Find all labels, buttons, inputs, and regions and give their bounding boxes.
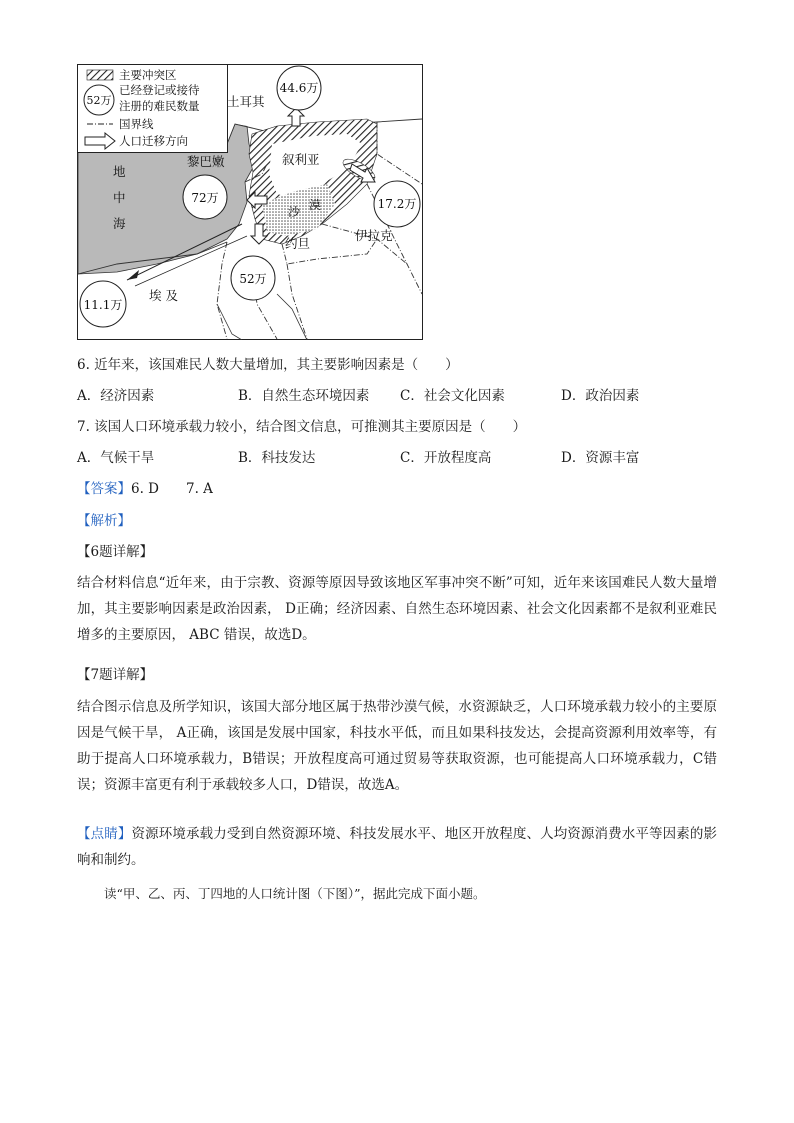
label-sea-3: 海 <box>113 216 126 231</box>
tip-paragraph <box>77 821 717 873</box>
label-lebanon: 黎巴嫩 <box>187 154 225 169</box>
refugee-map <box>77 64 423 340</box>
bubble-jordan <box>231 256 275 300</box>
answer-line <box>77 480 717 498</box>
q7-stem: 7. 该国人口环境承载力较小，结合图文信息，可推测其主要原因是（ ） <box>77 419 527 435</box>
label-iraq: 伊拉克 <box>355 228 393 243</box>
label-sea-1: 地 <box>113 164 126 179</box>
svg-text:注册的难民数量: 注册的难民数量 <box>119 99 200 113</box>
label-jordan: 约旦 <box>285 236 311 251</box>
q6-option-d[interactable]: D．政治因素 <box>561 388 640 404</box>
bubble-egypt <box>80 281 126 327</box>
tip-label: 【点睛】 <box>77 826 132 842</box>
label-desert-2: 漠 <box>309 198 322 212</box>
svg-text:17.2万: 17.2万 <box>377 197 417 211</box>
detail7-label: 【7题详解】 <box>77 667 154 683</box>
label-sea-2: 中 <box>113 190 126 205</box>
detail7-text: 结合图示信息及所学知识，该国大部分地区属于热带沙漠气候，水资源缺乏，人口环境承载力较小的主要原因是气候干旱， A正确，该国是发展中国家，科技水平低，而且如果科技发达，会提高资源利用效率等，有助于提高人口环境承载力，B错误；开放程度高可通过贸易等获取资源，也可能提高人口环境承载力，C错误；资源丰富更有利于承载较多人口，D错误，故选A。 <box>77 699 717 793</box>
label-turkey: 土耳其 <box>227 94 265 109</box>
svg-text:已经登记或接待: 已经登记或接待 <box>119 83 200 97</box>
svg-text:44.6万: 44.6万 <box>279 81 319 95</box>
analysis-label: 【解析】 <box>77 513 131 529</box>
tip-text: 资源环境承载力受到自然资源环境、科技发展水平、地区开放程度、人均资源消费水平等因素的影响和制约。 <box>77 826 718 868</box>
q7-option-c[interactable]: C．开放程度高 <box>400 450 492 466</box>
svg-text:11.1万: 11.1万 <box>83 298 123 312</box>
svg-text:52万: 52万 <box>86 94 112 107</box>
answer-value: 6. D 7. A <box>131 481 213 497</box>
svg-text:52万: 52万 <box>239 272 267 286</box>
svg-text:人口迁移方向: 人口迁移方向 <box>119 134 188 148</box>
q6-stem: 6. 近年来，该国难民人数大量增加，其主要影响因素是（ ） <box>77 357 459 373</box>
svg-text:72万: 72万 <box>191 191 219 205</box>
bubble-turkey <box>277 66 321 110</box>
q6-option-a[interactable]: A．经济因素 <box>77 388 155 404</box>
label-desert-1: 沙 <box>288 205 301 219</box>
next-question-intro: 读“甲、乙、丙、丁四地的人口统计图（下图）”，据此完成下面小题。 <box>104 886 486 901</box>
svg-text:国界线: 国界线 <box>119 117 154 131</box>
detail6-text: 结合材料信息“近年来，由于宗教、资源等原因导致该地区军事冲突不断”可知，近年来该国难民人数大量增加，其主要影响因素是政治因素， D正确；经济因素、自然生态环境因素、社会文化因素都不是叙利亚难民增多的主要原因， ABC 错误，故选D。 <box>77 575 717 643</box>
svg-text:主要冲突区: 主要冲突区 <box>119 68 177 82</box>
answer-label: 【答案】 <box>77 481 131 497</box>
label-syria: 叙利亚 <box>282 152 320 167</box>
q7-option-b[interactable]: B．科技发达 <box>238 450 316 466</box>
q6-option-b[interactable]: B．自然生态环境因素 <box>238 388 370 404</box>
q6-option-c[interactable]: C．社会文化因素 <box>400 388 505 404</box>
q7-option-d[interactable]: D．资源丰富 <box>561 450 640 466</box>
label-egypt: 埃 及 <box>149 288 178 303</box>
bubble-iraq <box>374 181 420 227</box>
q7-option-a[interactable]: A．气候干旱 <box>77 450 155 466</box>
map-legend <box>78 65 228 153</box>
bubble-lebanon <box>183 175 227 219</box>
detail6-label: 【6题详解】 <box>77 544 154 560</box>
